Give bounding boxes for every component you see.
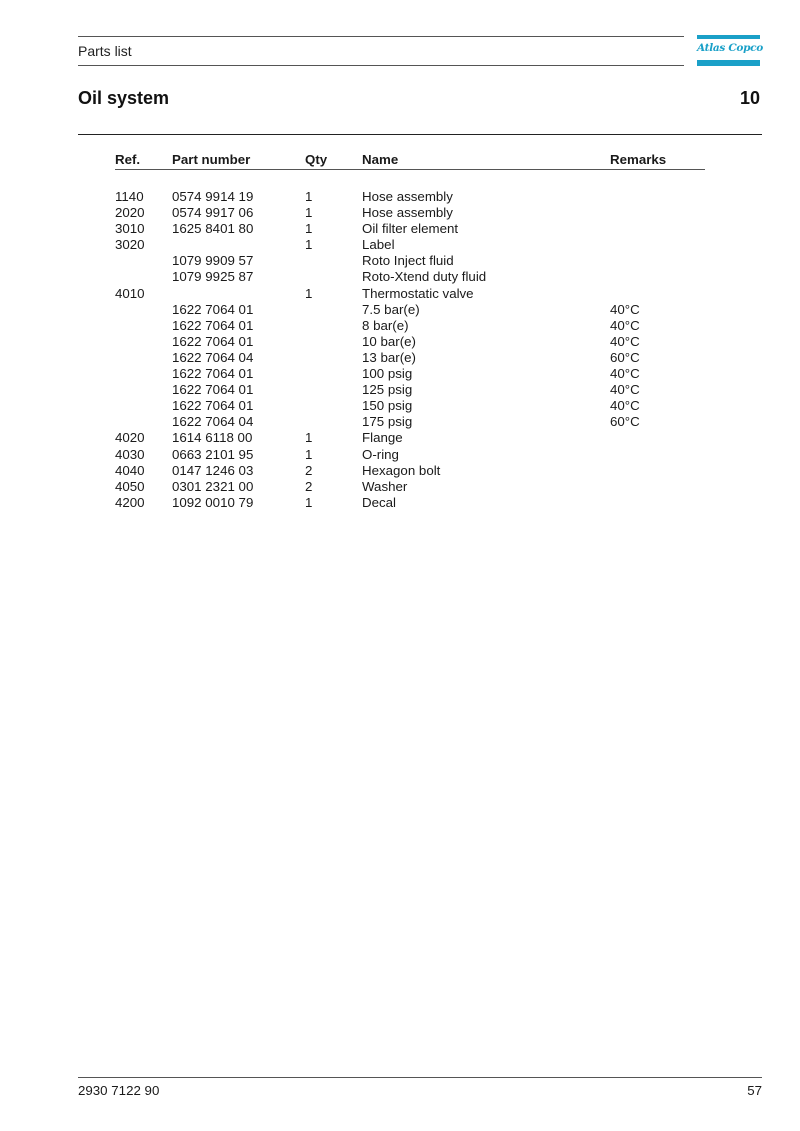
cell-name: Decal <box>362 494 396 510</box>
header-bottom-rule <box>78 65 684 66</box>
cell-name: 10 bar(e) <box>362 333 416 349</box>
cell-part-number: 1092 0010 79 <box>172 494 254 510</box>
column-header-name: Name <box>362 152 399 167</box>
table-row <box>115 302 705 318</box>
table-row <box>115 189 705 205</box>
logo-top-band <box>697 35 760 39</box>
parts-table <box>115 152 705 511</box>
document-number: 2930 7122 90 <box>78 1083 160 1098</box>
cell-remarks: 40°C <box>610 382 640 398</box>
section-label: Parts list <box>78 43 132 59</box>
table-body <box>115 189 705 511</box>
cell-name: 13 bar(e) <box>362 349 416 365</box>
cell-name: Roto Inject fluid <box>362 253 454 269</box>
table-row <box>115 253 705 269</box>
cell-part-number: 1622 7064 04 <box>172 414 254 430</box>
column-header-ref: Ref. <box>115 152 141 167</box>
header-top-rule <box>78 36 684 37</box>
column-header-qty: Qty <box>305 152 328 167</box>
table-row <box>115 382 705 398</box>
cell-remarks: 40°C <box>610 366 640 382</box>
cell-part-number: 1622 7064 01 <box>172 301 254 317</box>
cell-qty: 2 <box>305 478 313 494</box>
title-rule <box>78 134 762 135</box>
table-row <box>115 334 705 350</box>
cell-qty: 1 <box>305 430 313 446</box>
cell-name: Thermostatic valve <box>362 285 474 301</box>
table-row <box>115 430 705 446</box>
cell-remarks: 40°C <box>610 317 640 333</box>
cell-name: Hose assembly <box>362 189 453 204</box>
cell-name: Label <box>362 237 395 253</box>
table-row <box>115 366 705 382</box>
cell-remarks: 40°C <box>610 398 640 414</box>
cell-qty: 1 <box>305 221 313 237</box>
cell-ref: 4030 <box>115 446 145 462</box>
cell-ref: 1140 <box>115 189 144 204</box>
cell-name: 175 psig <box>362 414 413 430</box>
table-row <box>115 221 705 237</box>
cell-part-number: 1622 7064 01 <box>172 317 254 333</box>
table-row <box>115 205 705 221</box>
cell-remarks: 60°C <box>610 349 640 365</box>
cell-name: 150 psig <box>362 398 413 414</box>
cell-qty: 1 <box>305 189 313 204</box>
table-row <box>115 479 705 495</box>
page-number: 57 <box>747 1083 762 1098</box>
cell-name: 8 bar(e) <box>362 317 409 333</box>
cell-part-number: 1614 6118 00 <box>172 430 253 446</box>
cell-ref: 4200 <box>115 494 145 510</box>
cell-remarks: 60°C <box>610 414 640 430</box>
cell-name: Washer <box>362 478 408 494</box>
cell-ref: 4010 <box>115 285 145 301</box>
cell-name: Roto-Xtend duty fluid <box>362 269 487 285</box>
cell-part-number: 1622 7064 01 <box>172 366 254 382</box>
cell-name: 100 psig <box>362 366 413 382</box>
cell-part-number: 1622 7064 04 <box>172 349 254 365</box>
cell-qty: 1 <box>305 494 313 510</box>
cell-part-number: 0574 9917 06 <box>172 205 254 221</box>
table-row <box>115 414 705 430</box>
brand-logo <box>697 35 763 67</box>
table-header <box>115 152 705 170</box>
cell-name: Flange <box>362 430 403 446</box>
cell-name: 125 psig <box>362 382 413 398</box>
cell-part-number: 1622 7064 01 <box>172 333 254 349</box>
cell-part-number: 1622 7064 01 <box>172 398 254 414</box>
cell-qty: 1 <box>305 285 313 301</box>
table-row <box>115 237 705 253</box>
cell-part-number: 0574 9914 19 <box>172 189 254 204</box>
table-row <box>115 318 705 334</box>
cell-name: Oil filter element <box>362 221 459 237</box>
cell-name: 7.5 bar(e) <box>362 301 420 317</box>
cell-name: Hexagon bolt <box>362 462 441 478</box>
cell-part-number: 0301 2321 00 <box>172 478 254 494</box>
cell-ref: 3020 <box>115 237 145 253</box>
cell-ref: 2020 <box>115 205 145 221</box>
cell-part-number: 1625 8401 80 <box>172 221 254 237</box>
cell-part-number: 1622 7064 01 <box>172 382 254 398</box>
footer-rule <box>78 1077 762 1078</box>
logo-bottom-band <box>697 60 760 66</box>
table-row <box>115 350 705 366</box>
cell-part-number: 0147 1246 03 <box>172 462 254 478</box>
column-header-part-number: Part number <box>172 152 251 167</box>
table-row <box>115 398 705 414</box>
cell-ref: 4050 <box>115 478 145 494</box>
table-row <box>115 286 705 302</box>
cell-name: Hose assembly <box>362 205 453 221</box>
table-row <box>115 463 705 479</box>
table-row <box>115 269 705 285</box>
section-number: 10 <box>739 88 760 108</box>
cell-ref: 4040 <box>115 462 145 478</box>
cell-qty: 1 <box>305 205 313 221</box>
cell-qty: 1 <box>305 237 313 253</box>
table-row <box>115 495 705 511</box>
cell-remarks: 40°C <box>610 301 640 317</box>
cell-part-number: 1079 9925 87 <box>172 269 254 285</box>
cell-ref: 4020 <box>115 430 145 446</box>
logo-wordmark: Atlas Copco <box>697 42 763 54</box>
table-row <box>115 447 705 463</box>
cell-qty: 2 <box>305 462 313 478</box>
column-header-remarks: Remarks <box>610 152 667 167</box>
cell-part-number: 1079 9909 57 <box>172 253 254 269</box>
page-title: Oil system <box>78 88 170 108</box>
cell-name: O-ring <box>362 446 399 462</box>
cell-remarks: 40°C <box>610 333 640 349</box>
cell-part-number: 0663 2101 95 <box>172 446 254 462</box>
cell-qty: 1 <box>305 446 313 462</box>
cell-ref: 3010 <box>115 221 145 237</box>
